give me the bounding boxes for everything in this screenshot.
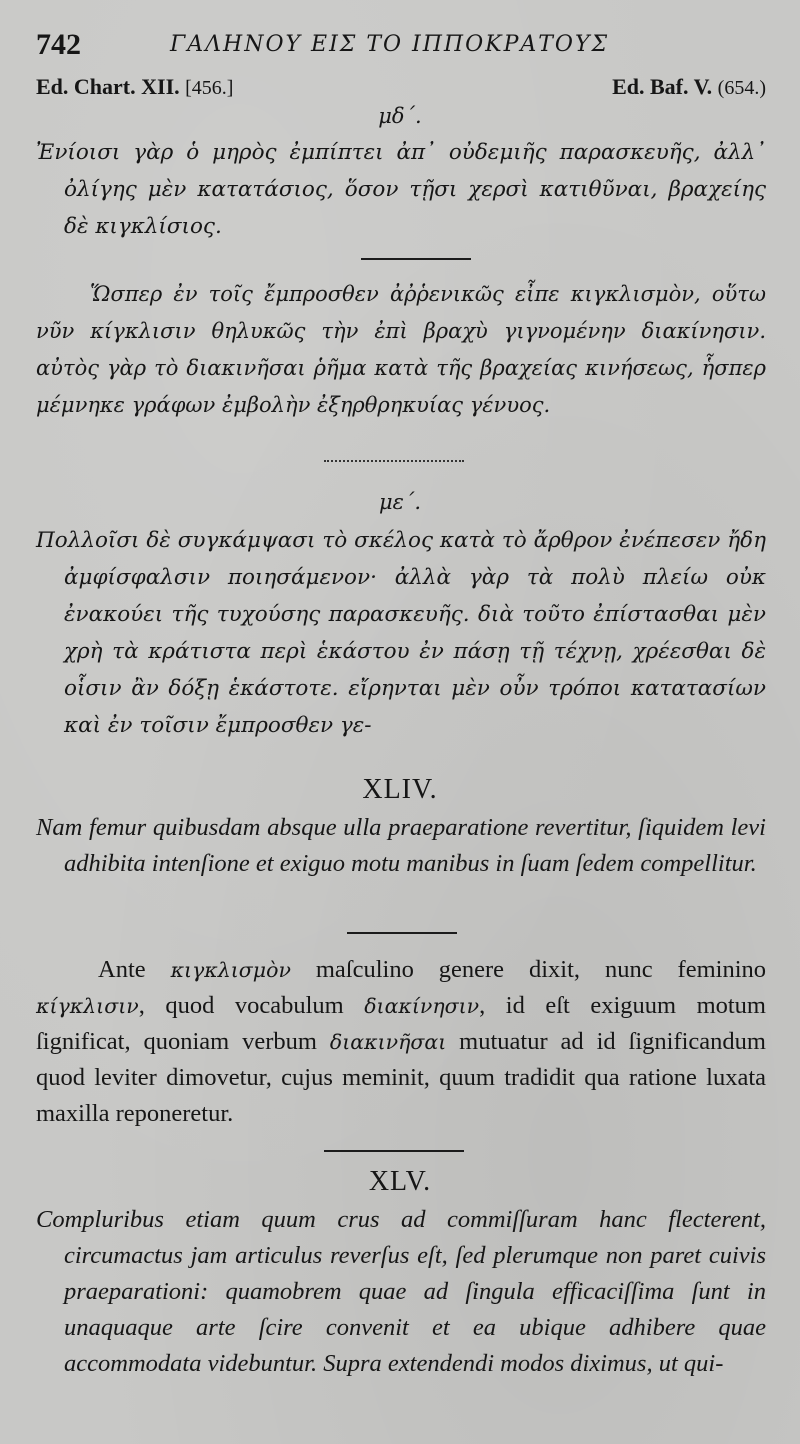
section-rule (347, 932, 457, 934)
page-number: 742 (36, 28, 81, 61)
running-head: ΓΑΛΗΝΟΥ ΕΙΣ ΤΟ ΙΠΠΟΚΡΑΤΟΥΣ (170, 32, 610, 57)
latin-text: , quod vocabulum (138, 992, 365, 1019)
greek-aphorism-45-text: Πολλοῖσι δὲ συγκάμψασι τὸ σκέλος κατὰ τὸ ἄρθρον ἐνέπεσεν ἤδη ἀμφίσφαλσιν ποιησάμενον· ἀλλὰ γὰρ τὰ πολὺ πλείω οὐκ ἐνακούει τῆς τυχούσης παρασκευῆς. διὰ τοῦτο ἐπίστασθαι μὲν χρὴ τὰ κράτιστα περὶ ἑκάστου ἐν πάσῃ τῇ τέχνῃ, χρέεσθαι δὲ οἷσιν ἂν δόξῃ ἑκάστοτε. εἴρηνται μὲν οὖν τρόποι κατατασίων καὶ ἐν τοῖσιν ἔμπροσθεν γε- (36, 528, 766, 738)
greek-aphorism-45 (36, 522, 766, 744)
greek-section-number-45: με΄. (378, 490, 422, 514)
latin-commentary-44-text (36, 952, 766, 1132)
greek-commentary-44-text: Ὥσπερ ἐν τοῖς ἔμπροσθεν ἀῤῥενικῶς εἶπε κιγκλισμὸν, οὕτω νῦν κίγκλισιν θηλυκῶς τὴν ἐπὶ βραχὺ γιγνομένην διακίνησιν. αὐτὸς γὰρ τὸ διακινῆσαι ῥῆμα κατὰ τῆς βραχείας κινήσεως, ἧσπερ μέμνηκε γράφων ἐμβολὴν ἐξηρθρηκυίας γένυος. (36, 282, 766, 417)
edition-chart-page: [456.] (185, 77, 234, 99)
latin-text: , id eſt exiguum motum ſignificat, quoniam verbum (36, 992, 766, 1055)
edition-basel-page: (654.) (717, 77, 766, 99)
section-rule-dotted (324, 460, 464, 462)
greek-aphorism-44 (36, 134, 766, 245)
edition-basel-label: Ed. Baf. V. (612, 74, 713, 99)
section-rule (324, 1150, 464, 1152)
latin-section-number-44: XLIV. (362, 774, 438, 805)
latin-text: maſculino genere dixit, nunc feminino (290, 956, 767, 983)
section-rule (361, 258, 471, 260)
latin-aphorism-45-text: Compluribus etiam quum crus ad commiſſuram hanc flecterent, circumactus jam articulus reverſus eſt, ſed plerumque non paret cuivis praeparationi: quamobrem quae ad ſingula efficaciſſima ſunt in unaquaque arte ſcire convenit et ea ubique adhibere quae accommodata videbuntur. Supra extendendi modos diximus, ut qui- (36, 1206, 766, 1377)
edition-basel-ref (612, 74, 766, 100)
latin-section-number-45: XLV. (368, 1166, 432, 1197)
greek-term: διακίνησιν (364, 994, 480, 1018)
page-header (36, 28, 766, 68)
latin-aphorism-44 (36, 810, 766, 882)
latin-aphorism-45 (36, 1202, 766, 1382)
greek-section-number-44: μδ΄. (378, 104, 422, 128)
greek-term: κιγκλισμὸν (170, 958, 291, 982)
edition-chart-label: Ed. Chart. XII. (36, 74, 180, 99)
greek-commentary-44 (36, 276, 766, 424)
latin-text: mutuatur ad id ſignificandum quod leviter dimovetur, cujus meminit, quum tradidit qua ratione luxata maxilla reponeretur. (36, 1028, 766, 1127)
greek-term: διακινῆσαι (329, 1030, 447, 1054)
latin-commentary-44 (36, 952, 766, 1132)
edition-references (36, 74, 766, 104)
greek-aphorism-44-text: Ἐνίοισι γὰρ ὁ μηρὸς ἐμπίπτει ἀπ᾽ οὐδεμιῆς παρασκευῆς, ἀλλ᾽ ὀλίγης μὲν κατατάσιος, ὅσον τῇσι χερσὶ κατιθῦναι, βραχείης δὲ κιγκλίσιος. (36, 140, 766, 239)
edition-chart-ref (36, 74, 233, 100)
latin-text: Ante (98, 956, 146, 983)
latin-aphorism-44-text: Nam femur quibusdam absque ulla praeparatione revertitur, ſiquidem levi adhibita intenſione et exiguo motu manibus in ſuam ſedem compellitur. (36, 814, 766, 877)
greek-term: κίγκλισιν (36, 994, 139, 1018)
